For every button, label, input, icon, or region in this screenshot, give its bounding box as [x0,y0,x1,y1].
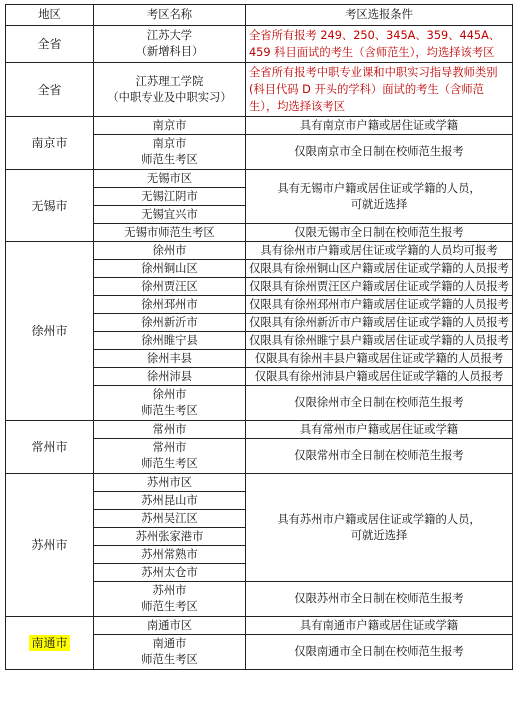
exam-area-cell: 无锡宜兴市 [94,206,246,224]
exam-area-cell [94,63,246,117]
region-cell: 苏州市 [6,474,94,617]
exam-area-cell: 徐州睢宁县 [94,332,246,350]
condition-cell: 仅限南通市全日制在校师范生报考 [246,635,513,670]
condition-cell: 仅限具有徐州丰县户籍或居住证或学籍的人员报考 [246,350,513,368]
exam-area-table [5,4,513,670]
condition-cell: 仅限常州市全日制在校师范生报考 [246,439,513,474]
condition-cell: 仅限苏州市全日制在校师范生报考 [246,582,513,617]
exam-area-cell: 常州市 [94,421,246,439]
area-name: 南通市 [152,637,187,650]
condition-cell: 仅限南京市全日制在校师范生报考 [246,135,513,170]
table-row [6,170,513,188]
condition-text: 可就近选择 [350,528,408,542]
table-row [6,117,513,135]
region-cell: 常州市 [6,421,94,474]
exam-area-cell [94,135,246,170]
exam-area-cell: 苏州吴江区 [94,510,246,528]
exam-area-cell: 苏州昆山市 [94,492,246,510]
area-name: 常州市 [152,441,187,454]
condition-cell: 仅限徐州市全日制在校师范生报考 [246,386,513,421]
region-cell: 南京市 [6,117,94,170]
condition-cell: 仅限具有徐州沛县户籍或居住证或学籍的人员报考 [246,368,513,386]
exam-area-cell: 无锡市师范生考区 [94,224,246,242]
header-row [6,5,513,26]
exam-area-cell: 南京市 [94,117,246,135]
condition-cell: 仅限具有徐州铜山区户籍或居住证或学籍的人员报考 [246,260,513,278]
exam-area-cell: 徐州市 [94,242,246,260]
exam-area-cell: 徐州邳州市 [94,296,246,314]
condition-cell: 全省所有报考中职专业课和中职实习指导教师类别(科目代码 D 开头的学科）面试的考生（含师范生），均选择该考区 [246,63,513,117]
exam-area-cell [94,635,246,670]
table-row [6,474,513,492]
exam-area-cell: 徐州贾汪区 [94,278,246,296]
condition-cell: 仅限无锡市全日制在校师范生报考 [246,224,513,242]
condition-cell: 具有南通市户籍或居住证或学籍 [246,617,513,635]
exam-area-cell: 南通市区 [94,617,246,635]
exam-area-cell: 苏州市区 [94,474,246,492]
area-name: 苏州市 [152,584,187,597]
area-name: 徐州市 [152,388,187,401]
exam-area-cell: 徐州丰县 [94,350,246,368]
region-cell: 全省 [6,63,94,117]
condition-text: 具有无锡市户籍或居住证或学籍的人员， [277,181,481,195]
table-row [6,63,513,117]
condition-text: 具有苏州市户籍或居住证或学籍的人员， [277,512,481,526]
exam-area-cell: 无锡江阴市 [94,188,246,206]
exam-area-cell: 徐州铜山区 [94,260,246,278]
exam-area-cell [94,386,246,421]
exam-area-cell: 苏州张家港市 [94,528,246,546]
exam-area-cell: 苏州太仓市 [94,564,246,582]
header-region: 地区 [6,5,94,26]
exam-area-cell: 徐州沛县 [94,368,246,386]
header-conditions: 考区选报条件 [246,5,513,26]
table-row [6,26,513,63]
condition-cell [246,474,513,582]
condition-cell: 仅限具有徐州睢宁县户籍或居住证或学籍的人员报考 [246,332,513,350]
exam-area-cell [94,26,246,63]
condition-cell: 仅限具有徐州邳州市户籍或居住证或学籍的人员报考 [246,296,513,314]
table-row [6,242,513,260]
area-note: 师范生考区 [141,600,198,613]
condition-text: 可就近选择 [350,197,408,211]
condition-cell: 具有徐州市户籍或居住证或学籍的人员均可报考 [246,242,513,260]
area-name: 江苏理工学院 [135,74,204,88]
condition-cell: 仅限具有徐州新沂市户籍或居住证或学籍的人员报考 [246,314,513,332]
area-note: 师范生考区 [141,457,198,470]
condition-cell: 具有南京市户籍或居住证或学籍 [246,117,513,135]
exam-area-cell: 苏州常熟市 [94,546,246,564]
area-note: 师范生考区 [141,153,198,166]
exam-area-cell: 徐州新沂市 [94,314,246,332]
condition-cell: 具有常州市户籍或居住证或学籍 [246,421,513,439]
region-cell: 无锡市 [6,170,94,242]
exam-area-cell [94,582,246,617]
header-exam-area: 考区名称 [94,5,246,26]
table-row [6,617,513,635]
area-note: 师范生考区 [141,404,198,417]
condition-cell [246,170,513,224]
region-cell: 全省 [6,26,94,63]
condition-cell: 全省所有报考 249、250、345A、359、445A、459 科目面试的考生（含师范生），均选择该考区 [246,26,513,63]
highlighted-region: 南通市 [31,636,68,650]
area-note: 师范生考区 [141,653,198,666]
condition-cell: 仅限具有徐州贾汪区户籍或居住证或学籍的人员报考 [246,278,513,296]
region-cell: 徐州市 [6,242,94,421]
table-row [6,421,513,439]
area-name: 江苏大学 [146,29,193,42]
area-note: （中职专业及中职实习） [107,90,232,104]
area-note: （新增科目） [135,45,204,58]
exam-area-cell: 无锡市区 [94,170,246,188]
area-name: 南京市 [152,137,187,150]
region-cell [6,617,94,670]
exam-area-cell [94,439,246,474]
